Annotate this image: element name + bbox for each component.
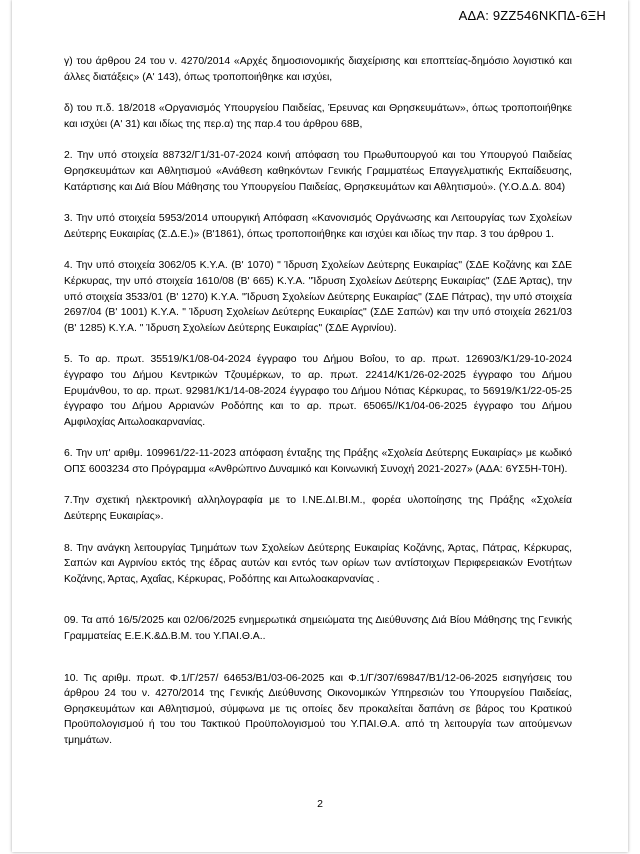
paragraph-8: 8. Την ανάγκη λειτουργίας Τμημάτων των Σχολείων Δεύτερης Ευκαιρίας Κοζάνης, Άρτας, Πάτρας, Κέρκυρας, Σαπών και Αγρινίου εκτός της έδρας αυτών και εντός των ορίων των αντίστοιχων Περιφερειακών Ενοτήτων Κοζάνης, Άρτας, Αχαΐας, Κέρκυρας, Ροδόπης και Αιτωλοακαρνανίας .	[64, 542, 572, 585]
paragraph-10: 10. Τις αριθμ. πρωτ. Φ.1/Γ/257/ 64653/Β1/03-06-2025 και Φ.1/Γ/307/69847/Β1/12-06-2025 εισηγήσεις του άρθρου 24 του ν. 4270/2014 της Γενικής Διεύθυνσης Οικονομικών Υπηρεσιών του Υπουργείου Παιδείας, Θρησκευμάτων και Αθλητισμού, σύμφωνα με τις οποίες δεν προκαλείται δαπάνη σε βάρος του Κρατικού Προϋπολογισμού ή του του Τακτικού Προϋπολογισμού του Υ.ΠΑΙ.Θ.Α. από τη λειτουργία των αιτούμενων τμημάτων.	[64, 672, 572, 746]
paragraph-5: 5. Το αρ. πρωτ. 35519/Κ1/08-04-2024 έγγραφο του Δήμου Βοΐου, το αρ. πρωτ. 126903/Κ1/29-10-2024 έγγραφο του Δήμου Κεντρικών Τζουμέρκων, το αρ. πρωτ. 22414/Κ1/26-02-2025 έγγραφο του Δήμου Ερυμάνθου, το αρ. πρωτ. 92981/Κ1/14-08-2024 έγγραφο του Δήμου Νότιας Κέρκυρας, το 56919/Κ1/22-05-25 έγγραφο του Δήμου Αρριανών Ροδόπης και το αρ. πρωτ. 65065//Κ1/04-06-2025 έγγραφο του Δήμου Αμφιλοχίας Αιτωλοακαρνανίας.	[64, 354, 572, 428]
paragraph-gamma: γ) του άρθρου 24 του ν. 4270/2014 «Αρχές δημοσιονομικής διαχείρισης και εποπτείας-δημόσιο λογιστικό και άλλες διατάξεις» (Α' 143), όπως τροποποιήθηκε και ισχύει,	[64, 56, 572, 83]
document-body	[64, 54, 572, 749]
page-number: 2	[317, 798, 323, 810]
paragraph-delta: δ) του π.δ. 18/2018 «Οργανισμός Υπουργείου Παιδείας, Έρευνας και Θρησκευμάτων», όπως τροποποιήθηκε και ισχύει (Α' 31) και ιδίως της περ.α) της παρ.4 του άρθρου 68Β,	[64, 103, 572, 130]
paragraph-4: 4. Την υπό στοιχεία 3062/05 Κ.Υ.Α. (Β' 1070) " Ίδρυση Σχολείων Δεύτερης Ευκαιρίας" (ΣΔΕ Κοζάνης και ΣΔΕ Κέρκυρας, την υπό στοιχεία 1610/08 (Β' 665) Κ.Υ.Α. "Ίδρυση Σχολείων Δεύτερης Ευκαιρίας" (ΣΔΕ Άρτας), την υπό στοιχεία 3533/01 (Β' 1270) Κ.Υ.Α. "Ίδρυση Σχολείων Δεύτερης Ευκαιρίας" (ΣΔΕ Πάτρας), την υπό στοιχεία 2697/04 (Β' 1001) Κ.Υ.Α. " Ίδρυση Σχολείων Δεύτερης Ευκαιρίας" (ΣΔΕ Σαπών) και την υπό στοιχεία 2621/03 (Β' 1285) Κ.Υ.Α. " Ίδρυση Σχολείων Δεύτερης Ευκαιρίας" (ΣΔΕ Αγρινίου).	[64, 260, 572, 334]
paragraph-3: 3. Την υπό στοιχεία 5953/2014 υπουργική Απόφαση «Κανονισμός Οργάνωσης και Λειτουργίας των Σχολείων Δεύτερης Ευκαιρίας (Σ.Δ.Ε.)» (Β'1861), όπως τροποποιήθηκε και ισχύει και ιδίως την παρ. 3 του άρθρου 1.	[64, 213, 572, 240]
paragraph-9: 09. Τα από 16/5/2025 και 02/06/2025 ενημερωτικά σημειώματα της Διεύθυνσης Διά Βίου Μάθησης της Γενικής Γραμματείας Ε.Ε.Κ.&Δ.Β.Μ. του Υ.ΠΑΙ.Θ.Α..	[64, 615, 572, 643]
paragraph-2: 2. Την υπό στοιχεία 88732/Γ1/31-07-2024 κοινή απόφαση του Πρωθυπουργού και του Υπουργού Παιδείας Θρησκευμάτων και Αθλητισμού «Ανάθεση καθηκόντων Γενικής Γραμματέως Επαγγελματικής Εκπαίδευσης, Κατάρτισης και Διά Βίου Μάθησης του Υπουργείου Παιδείας, Θρησκευμάτων και Αθλητισμού». (Υ.Ο.Δ.Δ. 804)	[64, 150, 572, 193]
paragraph-7: 7.Την σχετική ηλεκτρονική αλληλογραφία με το Ι.ΝΕ.ΔΙ.ΒΙ.Μ., φορέα υλοποίησης της Πράξης «Σχολεία Δεύτερης Ευκαιρίας».	[64, 495, 572, 523]
ada-code: ΑΔΑ: 9ΖΖ546ΝΚΠΔ-6ΞΗ	[458, 8, 606, 23]
paragraph-6: 6. Την υπ' αριθμ. 109961/22-11-2023 απόφαση ένταξης της Πράξης «Σχολεία Δεύτερης Ευκαιρίας» με κωδικό ΟΠΣ 6003234 στο Πρόγραμμα «Ανθρώπινο Δυναμικό και Κοινωνική Συνοχή 2021-2027» (ΑΔΑ: 6ΥΣ5Η-Τ0Η).	[64, 448, 572, 475]
